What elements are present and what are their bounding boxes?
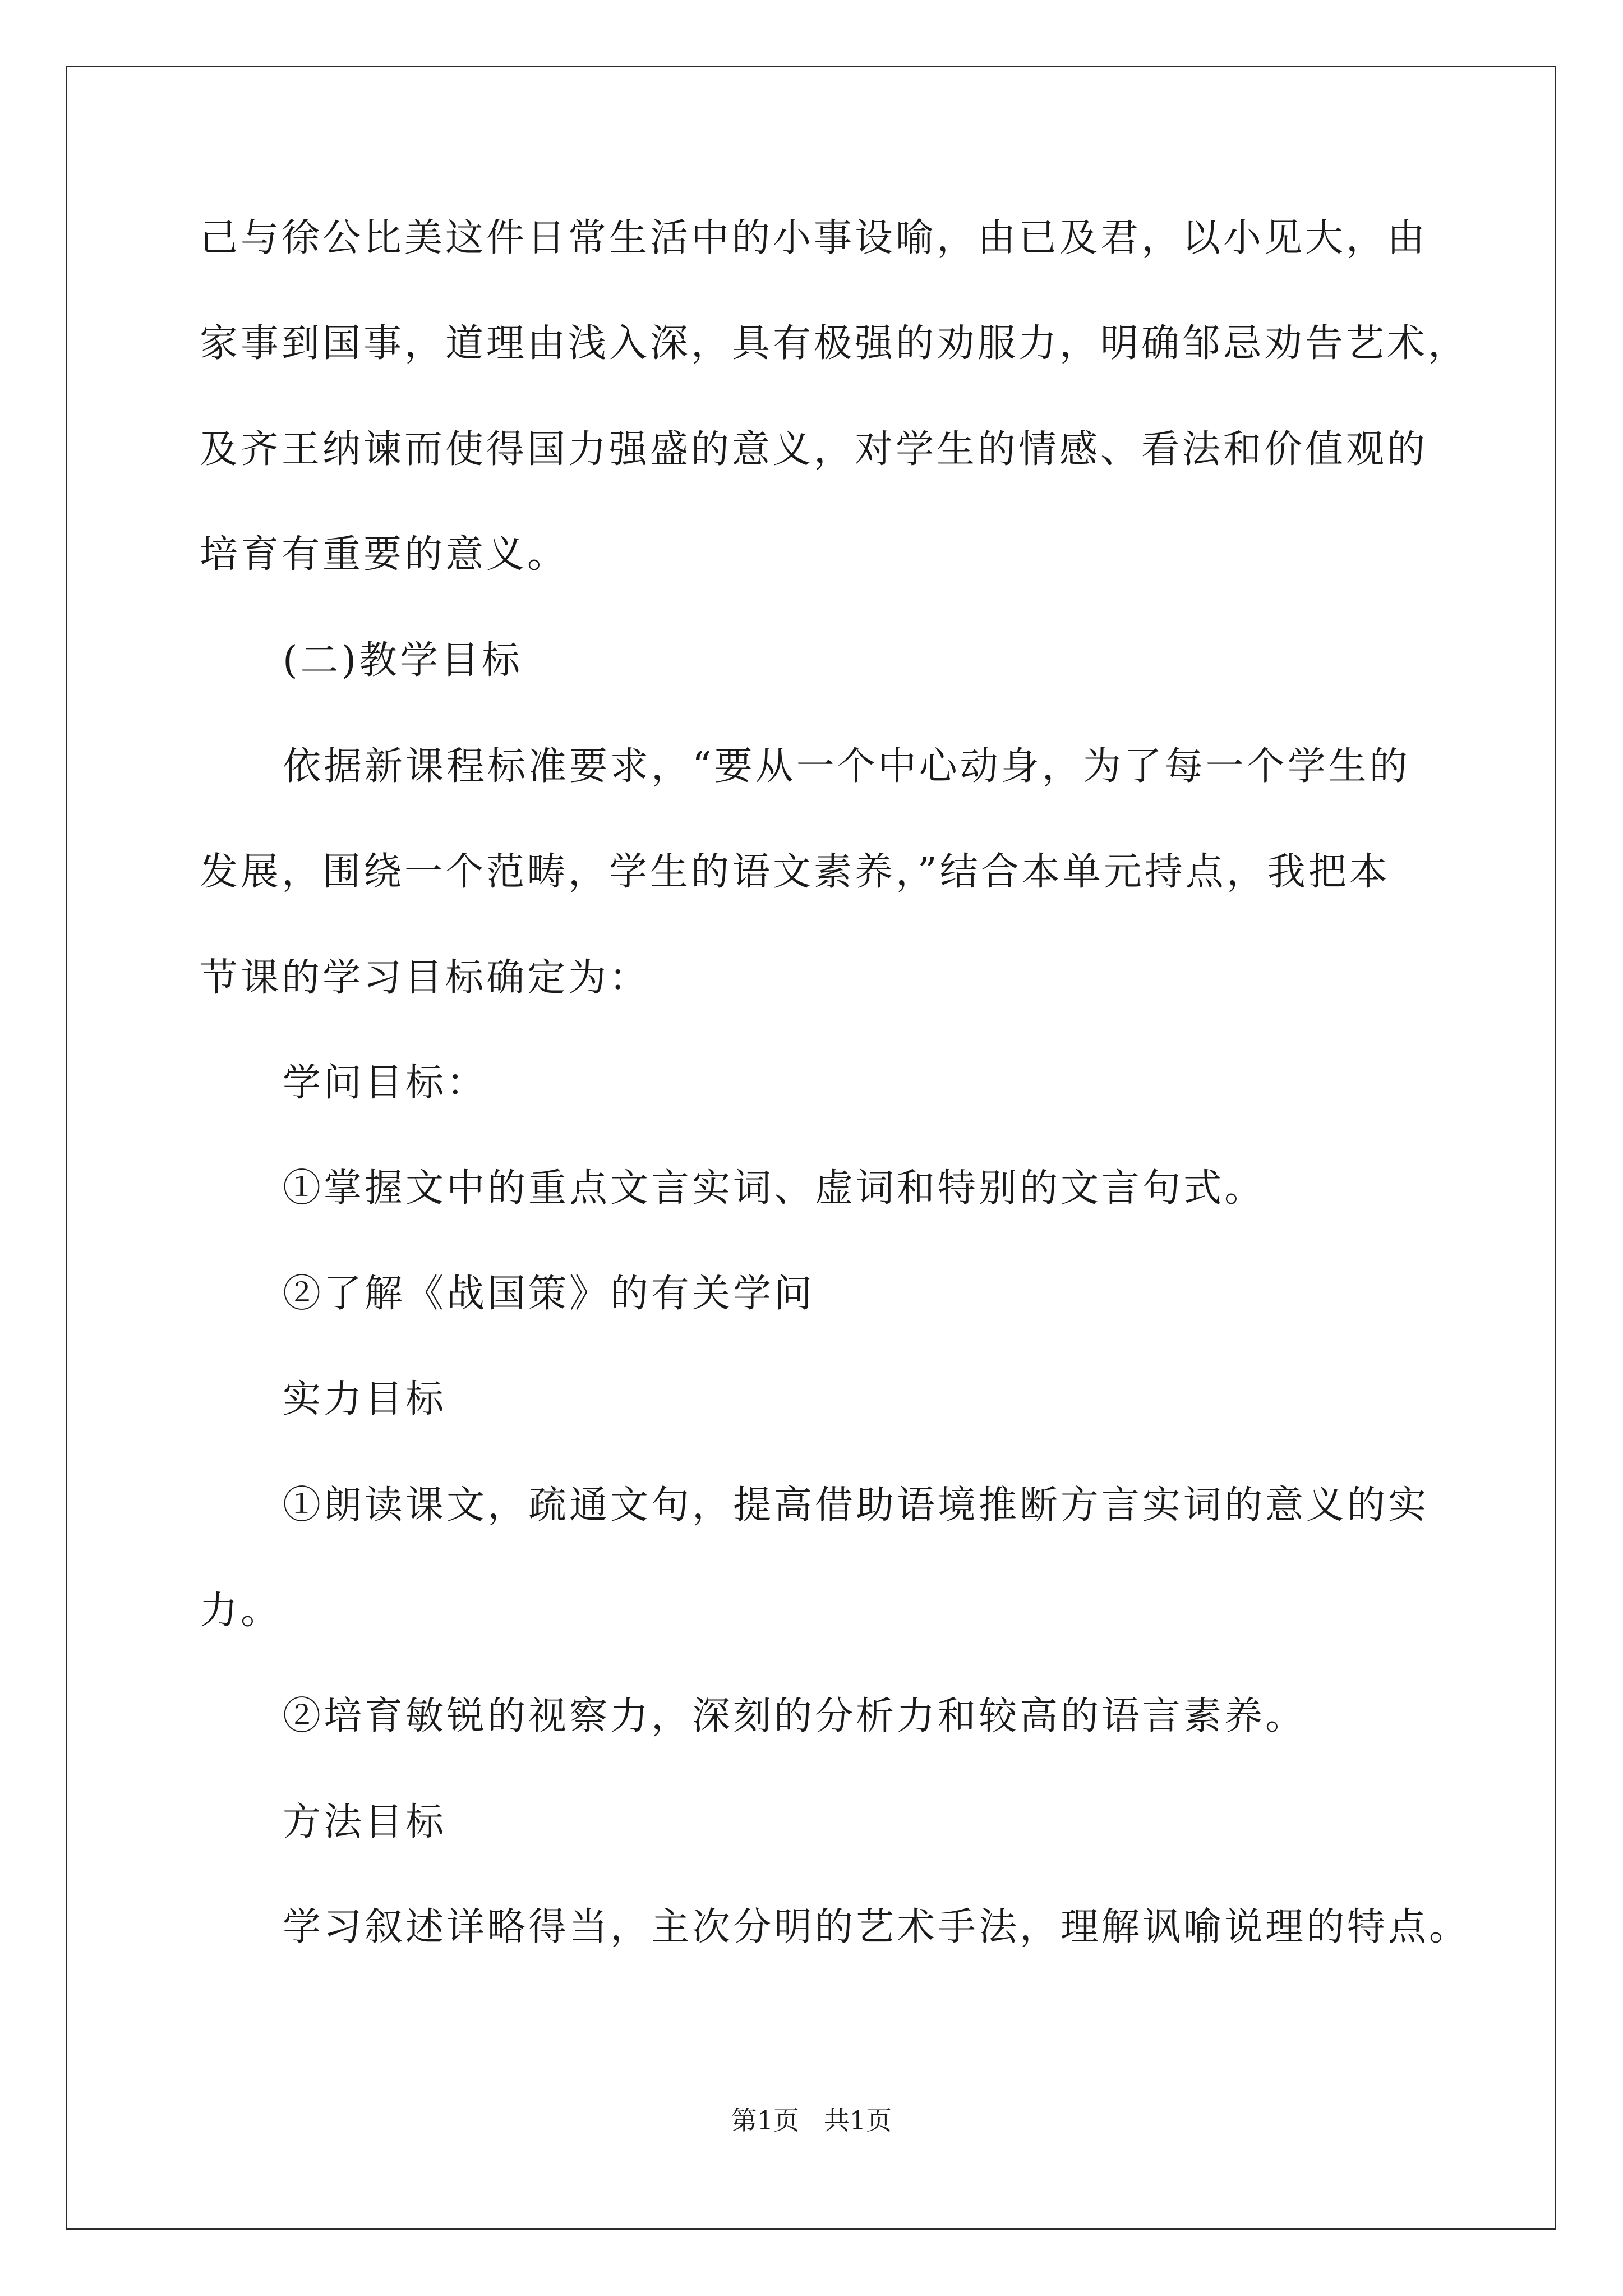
subheading: 学问目标： xyxy=(283,1061,488,1105)
text-line: 家事到国事，道理由浅入深，具有极强的劝服力，明确邹忌劝告艺术， xyxy=(200,321,1469,366)
subheading: 方法目标 xyxy=(283,1800,447,1844)
list-item: ①掌握文中的重点文言实词、虚词和特别的文言句式。 xyxy=(283,1166,1266,1211)
text-line: 发展，围绕一个范畴，学生的语文素养，”结合本单元持点，我把本 xyxy=(200,850,1390,894)
list-item: ②了解《战国策》的有关学问 xyxy=(283,1272,815,1316)
page-number-footer: 第1页 共1页 xyxy=(731,2105,892,2136)
text-line: 培育有重要的意义。 xyxy=(200,532,569,577)
text-line: 学习叙述详略得当，主次分明的艺术手法，理解讽喻说理的特点。 xyxy=(283,1905,1470,1949)
subheading: 实力目标 xyxy=(283,1377,447,1421)
text-line: 己与徐公比美这件日常生活中的小事设喻，由已及君，以小见大，由 xyxy=(200,216,1428,260)
text-line: 及齐王纳谏而使得国力强盛的意义，对学生的情感、看法和价值观的 xyxy=(200,427,1428,472)
text-line: 力。 xyxy=(200,1589,282,1633)
text-line: 依据新课程标准要求，“要从一个中心动身，为了每一个学生的 xyxy=(283,744,1410,789)
list-item: ②培育敏锐的视察力，深刻的分析力和较高的语言素养。 xyxy=(283,1694,1307,1738)
section-heading: (二)教学目标 xyxy=(283,638,523,683)
text-line: 节课的学习目标确定为： xyxy=(200,956,651,1000)
list-item: ①朗读课文，疏通文句，提高借助语境推断方言实词的意义的实 xyxy=(283,1483,1430,1527)
